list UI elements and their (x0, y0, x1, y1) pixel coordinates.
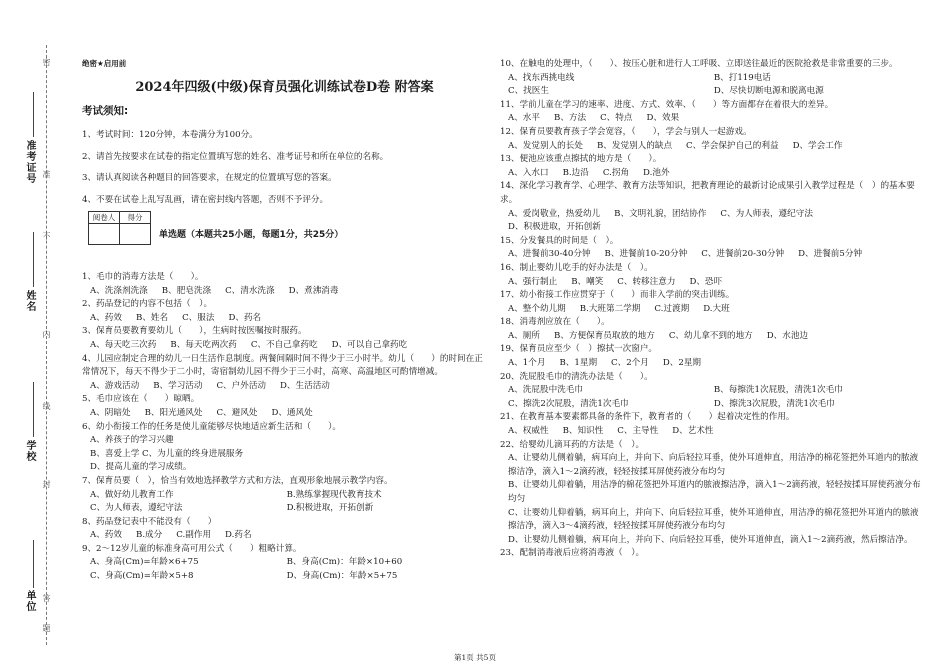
answer-option[interactable]: D.池外 (643, 167, 670, 178)
answer-option[interactable]: A、强行制止 (508, 276, 558, 287)
answer-option[interactable]: B、1星期 (559, 358, 598, 369)
seal-char: 答 (42, 594, 51, 602)
answer-option[interactable]: D、恐吓 (689, 276, 723, 287)
left-question-list (82, 271, 487, 584)
question-text: 3、保育员要教育要幼儿（ ），生病时按医嘱按时服药。 (82, 326, 307, 337)
option-row (82, 285, 487, 299)
reviewer-cell[interactable] (89, 224, 120, 245)
answer-option[interactable]: D.积极进取，开拓创新 (286, 503, 374, 514)
answer-option[interactable]: B、让婴幼儿仰着躺，用洁净的棉花签把外耳道内的脓液擦洁净，滴入1～2滴药液，轻轻按揉耳屏使药液分布均匀 (508, 480, 921, 504)
notice-item: 4、不要在试卷上乱写乱画，请在密封线内答题，否则不予评分。 (82, 194, 329, 205)
option-row (82, 339, 487, 353)
answer-option[interactable]: C.过渡期 (654, 303, 690, 314)
answer-option[interactable]: B、打119电话 (713, 72, 771, 83)
answer-option[interactable]: B、喜爱上学 C、为儿童的终身进展服务 (90, 448, 244, 459)
answer-option[interactable]: B、肥皂洗涤 (161, 285, 212, 296)
question-text: 10、在触电的处理中，（ ）、按压心脏和进行人工呼吸、立即送往最近的医院抢救是非常重要的三步。 (500, 59, 898, 69)
answer-option[interactable]: B、知识性 (562, 426, 604, 437)
secret-mark: 绝密★启用前 (82, 59, 127, 68)
answer-option[interactable]: B、每天吃两次药 (170, 339, 237, 350)
answer-option[interactable]: B、发觉别人的缺点 (596, 140, 673, 151)
right-column (500, 58, 925, 561)
answer-option[interactable]: A、1个月 (508, 358, 546, 369)
answer-option[interactable]: D、艺术性 (672, 426, 714, 437)
seal-char: 线 (42, 402, 51, 410)
answer-option[interactable]: B.边沿 (562, 167, 589, 178)
answer-option[interactable]: B、文明礼貌，团结协作 (614, 208, 707, 219)
option-row (82, 380, 487, 394)
page-footer: 第1页 共5页 (454, 653, 496, 662)
page-title: 2024年四级(中级)保育员强化训练试卷D卷 附答案 (135, 80, 434, 95)
answer-option[interactable]: C、找医生 (508, 86, 549, 97)
option-row (500, 357, 925, 371)
answer-option[interactable]: D、煮沸消毒 (288, 285, 339, 296)
answer-option[interactable]: C、清水洗涤 (225, 285, 275, 296)
answer-option[interactable]: D、效果 (646, 113, 680, 124)
notice-item: 3、请认真阅读各种题目的回答要求，在规定的位置填写您的答案。 (82, 173, 337, 183)
question-text: 16、制止婴幼儿吃手的好办法是（ ）。 (500, 262, 653, 273)
answer-option[interactable]: B、阳光通风处 (144, 407, 203, 418)
option-row (500, 384, 925, 398)
label-exam-number: 准考证号 (24, 140, 35, 184)
exam-number-line (33, 92, 34, 137)
unit-line (33, 540, 34, 588)
answer-option[interactable]: D、药名 (228, 312, 262, 323)
reviewer-header: 阅卷人 (89, 212, 120, 224)
answer-option[interactable]: B、每擦洗1次屁股，清洗1次毛巾 (713, 385, 843, 396)
answer-option[interactable]: C、擦洗2次屁股，清洗1次毛巾 (508, 398, 629, 409)
question-text: 7、保育员要（ ），恰当有效地选择教学方式和方法，直观形象地展示教学内容。 (82, 475, 393, 486)
seal-char: 密 (42, 58, 51, 66)
option-row (82, 556, 487, 570)
answer-option[interactable]: A、洗涤剂洗涤 (90, 285, 148, 296)
option-row (500, 425, 925, 439)
option-row (500, 167, 925, 181)
option-row (500, 303, 925, 317)
option-row (500, 208, 925, 235)
question-text: 14、深化学习教育学、心理学、教育方法等知识，把教育理论的最新讨论成果引入教学过程是（ ）的基本要求。 (500, 181, 915, 205)
option-row (500, 248, 925, 262)
answer-option[interactable]: A、水平 (508, 113, 540, 124)
option-row (82, 489, 487, 503)
answer-option[interactable]: B、方便保育员取放的地方 (554, 330, 655, 341)
answer-option[interactable]: A、药效 (90, 312, 122, 323)
question-text: 1、毛巾的消毒方法是（ ）。 (82, 272, 204, 282)
option-row (500, 276, 925, 290)
answer-option[interactable]: D、让婴幼儿侧着躺，病耳向上，并向下、向后轻拉耳垂，使外耳道伸直，滴入1～2滴药液，然后擦洁净。 (508, 534, 913, 545)
answer-option[interactable]: C、让婴幼儿仰着躺，病耳向上，并向下、向后轻拉耳垂，使外耳道伸直，用洁净的棉花签把外耳道内的脓液擦洁净，滴入3～4滴药液，轻轻按揉耳屏使药液分布均匀 (508, 507, 919, 532)
answer-option[interactable]: D、进餐前5分钟 (798, 249, 863, 260)
left-column (82, 58, 487, 584)
answer-option[interactable]: B、嘲笑 (571, 276, 604, 287)
question-text: 9、2～12岁儿童的标准身高可用公式（ ）粗略计算。 (82, 543, 302, 554)
answer-option[interactable]: A、让婴幼儿侧着躺，病耳向上，并向下、向后轻拉耳垂，使外耳道伸直，用洁净的棉花签把外耳道内的脓液擦洁净，滴入1～2滴药液，轻轻按揉耳屏使药液分布均匀 (508, 453, 919, 477)
score-table (88, 211, 151, 245)
answer-option[interactable]: A、入水口 (508, 167, 549, 178)
answer-option[interactable]: D、生活活动 (280, 380, 330, 391)
answer-option[interactable]: D、提高儿童的学习成绩。 (90, 462, 192, 473)
answer-option[interactable]: A、洗屁股中洗毛巾 (508, 385, 583, 396)
question-text: 6、幼小衔接工作的任务是使儿童能够尽快地适应新生活和（ ）。 (82, 421, 341, 432)
answer-option[interactable]: A、发觉别人的长处 (508, 140, 583, 151)
answer-option[interactable]: D.大班 (703, 303, 730, 314)
answer-option[interactable]: B、进餐前10-20分钟 (604, 249, 688, 260)
answer-option[interactable]: C、为人师表，遵纪守法 (720, 208, 813, 219)
answer-option[interactable]: C、避风处 (216, 407, 258, 418)
answer-option[interactable]: A、做好幼儿教育工作 (90, 489, 174, 500)
answer-option[interactable]: A、厕所 (508, 330, 540, 341)
answer-option[interactable]: A、阴暗处 (90, 407, 131, 418)
notice-title: 考试须知: (82, 105, 129, 117)
option-row (500, 112, 925, 126)
answer-option[interactable]: D、学会工作 (792, 140, 843, 151)
question-text: 18、消毒剂应放在（ ）。 (500, 317, 610, 328)
option-row (500, 140, 925, 154)
question-text: 8、药品登记表中不能没有（ ） (82, 516, 217, 527)
name-line (33, 232, 34, 287)
answer-option[interactable]: A、爱岗敬业，热爱幼儿 (508, 208, 601, 219)
question-text: 5、毛巾应该在（ ）晾晒。 (82, 394, 200, 405)
score-header: 得分 (120, 212, 151, 224)
label-name: 姓名 (24, 290, 35, 312)
notice-item: 2、请首先按要求在试卷的指定位置填写您的姓名、准考证号和所在单位的名称。 (82, 151, 389, 162)
seal-line (46, 45, 47, 645)
question-text: 4、儿园应制定合理的幼儿一日生活作息制度。两餐间隔时间不得少于三小时半。幼儿（ ）的时间在正常情况下，每天不得少于二小时，寄宿制幼儿园不得少于三小时，高寒、高温地区可酌情增减。 (82, 353, 483, 378)
answer-option[interactable]: B、方法 (554, 113, 587, 124)
option-row (82, 312, 487, 326)
question-text: 13、便池应该重点擦拭的地方是（ ）。 (500, 154, 662, 165)
answer-option[interactable]: C、2个月 (611, 358, 649, 369)
answer-option[interactable]: A、身高(Cm)=年龄×6+75 (90, 557, 199, 568)
answer-option[interactable]: C、服法 (182, 312, 215, 323)
answer-option[interactable]: D、身高(Cm)：年龄×5+75 (286, 571, 398, 582)
option-row (82, 502, 487, 516)
answer-option[interactable]: C、特点 (600, 113, 633, 124)
answer-option[interactable]: A、药效 (90, 530, 122, 541)
score-cell[interactable] (120, 224, 151, 245)
answer-option[interactable]: C、不自己拿药吃 (250, 339, 318, 350)
answer-option[interactable]: D、擦洗3次屁股，清洗1次毛巾 (713, 398, 835, 409)
question-text: 22、给婴幼儿滴耳药的方法是（ ）。 (500, 439, 645, 450)
answer-option[interactable]: B.成分 (136, 530, 163, 541)
seal-char: 内 (42, 330, 51, 338)
answer-option[interactable]: D、积极进取，开拓创新 (508, 222, 601, 233)
answer-option[interactable]: C.拐角 (602, 167, 630, 178)
option-row (500, 330, 925, 344)
question-text: 2、药品登记的内容不包括（ ）。 (82, 299, 213, 310)
answer-option[interactable]: D、尽快切断电源和脱离电源 (713, 86, 824, 97)
seal-char: 准 (42, 170, 51, 178)
answer-option[interactable]: C、主导性 (617, 426, 659, 437)
school-line (33, 382, 34, 437)
option-row (500, 72, 925, 86)
question-text: 15、分发餐具的时间是（ ）。 (500, 235, 619, 246)
answer-option[interactable]: B.熟练掌握现代教育技术 (286, 489, 382, 500)
question-text: 21、在教育基本要素都具备的条件下，教育者的（ ）起着决定性的作用。 (500, 412, 795, 423)
label-unit: 单位 (24, 590, 35, 612)
answer-option[interactable]: A、养孩子的学习兴趣 (90, 435, 174, 446)
answer-option[interactable]: D、2星期 (662, 358, 702, 369)
answer-option[interactable]: A、每天吃三次药 (90, 339, 157, 350)
seal-char: 题 (42, 624, 51, 632)
answer-option[interactable]: B.大班第二学期 (579, 303, 641, 314)
option-row (500, 85, 925, 99)
answer-option[interactable]: B、学习活动 (153, 380, 203, 391)
question-text: 17、幼小衔接工作应贯穿于（ ）而非入学前的突击训练。 (500, 290, 735, 301)
answer-option[interactable]: A、进餐前30-40分钟 (508, 249, 591, 260)
answer-option[interactable]: C、身高(Cm)=年龄×5+8 (90, 571, 194, 582)
answer-option[interactable]: A、找东西挑电线 (508, 72, 575, 83)
question-text: 20、洗屁股毛巾的清洗办法是（ ）。 (500, 371, 653, 382)
seal-char: 不 (42, 232, 51, 240)
option-row (82, 570, 487, 584)
answer-option[interactable]: C、幼儿拿不到的地方 (668, 330, 753, 341)
question-text: 11、学前儿童在学习的速率、进度、方式、效率、（ ）等方面都存在着很大的差异。 (500, 99, 834, 110)
question-text: 23、配制消毒液后应将消毒液（ ）。 (500, 548, 645, 559)
answer-option[interactable]: C、户外活动 (216, 380, 267, 391)
option-row (82, 407, 487, 421)
answer-option[interactable]: A、游戏活动 (90, 380, 140, 391)
answer-option[interactable]: C、为人师表，遵纪守法 (90, 503, 183, 514)
label-school: 学校 (24, 440, 35, 462)
notice-item: 1、考试时间：120分钟，本卷满分为100分。 (82, 130, 258, 140)
answer-option[interactable]: C、学会保护自己的利益 (686, 140, 779, 151)
answer-option[interactable]: D.药名 (225, 530, 252, 541)
question-text: 19、保育员应至少（ ）擦拭一次窗户。 (500, 344, 658, 355)
answer-option[interactable]: C.副作用 (176, 530, 212, 541)
answer-option[interactable]: B、身高(Cm)：年龄×10+60 (286, 557, 403, 568)
binding-strip (0, 0, 70, 671)
answer-option[interactable]: D、通风处 (271, 407, 313, 418)
answer-option[interactable]: C、进餐前20-30分钟 (701, 249, 785, 260)
answer-option[interactable]: D、水池边 (766, 330, 809, 341)
right-question-list (500, 58, 925, 561)
section-heading: 单选题（本题共25小题，每题1分，共25分） (159, 230, 344, 240)
seal-char: 封 (42, 480, 51, 488)
question-text: 12、保育员要教育孩子学会宽容，（ ），学会与别人一起游戏。 (500, 126, 752, 137)
answer-option[interactable]: A、整个幼儿期 (508, 303, 566, 314)
answer-option[interactable]: C、转移注意力 (617, 276, 676, 287)
score-box (88, 211, 487, 245)
option-row (82, 529, 487, 543)
answer-option[interactable]: A、权威性 (508, 426, 549, 437)
answer-option[interactable]: B、姓名 (136, 312, 169, 323)
answer-option[interactable]: D、可以自己拿药吃 (331, 339, 408, 350)
option-row (500, 398, 925, 412)
